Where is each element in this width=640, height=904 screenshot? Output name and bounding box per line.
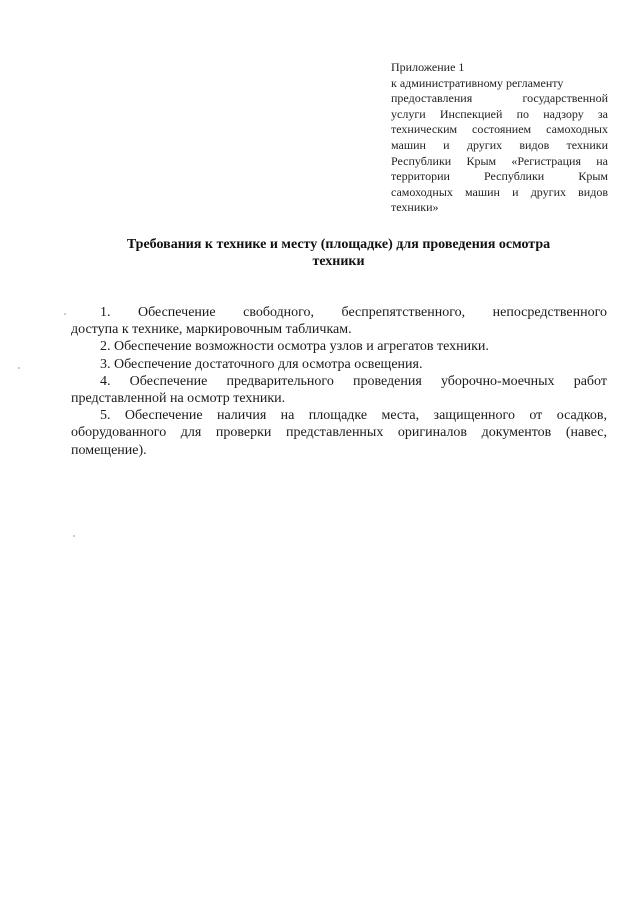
requirement-item-2: 2. Обеспечение возможности осмотра узлов и агрегатов техники. bbox=[100, 339, 489, 355]
appendix-line: Приложение 1 bbox=[391, 60, 465, 74]
requirement-item-5: 5. Обеспечение наличия на площадке места, защищенного от осадков, bbox=[100, 408, 607, 424]
requirement-item-1: 1. Обеспечение свободного, беспрепятственного, непосредственного bbox=[100, 305, 607, 320]
title-line-2: техники bbox=[312, 254, 365, 269]
appendix-line: услуги Инспекцией по надзору за bbox=[391, 106, 608, 121]
requirement-item-4: 4. Обеспечение предварительного проведения уборочно-моечных работ bbox=[100, 373, 607, 389]
appendix-line: техники» bbox=[391, 200, 439, 215]
appendix-line: самоходных машин и других видов bbox=[391, 184, 608, 199]
document-title bbox=[70, 236, 607, 270]
scan-speck bbox=[73, 535, 75, 537]
appendix-line: территории Республики Крым bbox=[391, 169, 608, 184]
requirement-item-1-cont: доступа к технике, маркировочным табличкам. bbox=[71, 322, 352, 338]
requirements-list bbox=[71, 304, 607, 459]
appendix-note bbox=[391, 60, 608, 216]
title-line-1: Требования к технике и месту (площадке) для проведения осмотра bbox=[126, 237, 551, 252]
appendix-line: к административному регламенту bbox=[391, 75, 564, 90]
scan-speck bbox=[18, 367, 20, 369]
scan-speck bbox=[64, 313, 66, 315]
requirement-item-4-cont: представленной на осмотр техники. bbox=[71, 391, 286, 407]
requirement-item-5-cont: оборудованного для проверки представленных оригиналов документов (навес, bbox=[71, 425, 607, 441]
appendix-line: предоставления государственной bbox=[391, 91, 608, 106]
requirement-item-5-end: помещение). bbox=[71, 442, 147, 458]
appendix-line: Республики Крым «Регистрация на bbox=[391, 153, 608, 168]
appendix-line: машин и других видов техники bbox=[391, 137, 608, 152]
appendix-line: техническим состоянием самоходных bbox=[391, 122, 608, 137]
requirement-item-3: 3. Обеспечение достаточного для осмотра освещения. bbox=[100, 356, 423, 372]
